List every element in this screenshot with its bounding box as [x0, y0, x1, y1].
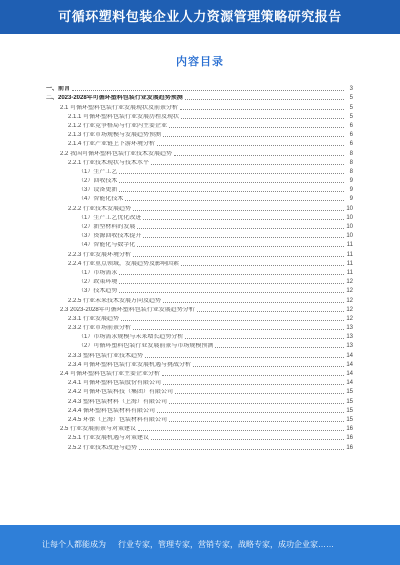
toc-entry-page: 12: [346, 297, 353, 304]
toc-entry-title: 2.5 行业发展前景与对策建议: [60, 426, 137, 433]
toc-entry-title: 2.2.1 行业技术现状与技术水平: [68, 159, 150, 166]
toc-entry[interactable]: [46, 84, 353, 93]
toc-entry-page: 8: [349, 168, 353, 175]
toc-leader-dots: [119, 283, 344, 284]
report-header: [0, 0, 400, 34]
toc-entry-page: 5: [349, 113, 353, 120]
toc-entry[interactable]: [46, 305, 353, 314]
toc-leader-dots: [169, 421, 344, 422]
footer-slogan: 让每个人都能成为: [42, 540, 106, 549]
toc-entry-page: 10: [346, 214, 353, 221]
toc-leader-dots: [181, 118, 344, 119]
toc-leader-dots: [143, 219, 344, 220]
toc-entry-title: 2.3.3 塑料包装行业技术趋势: [68, 352, 144, 359]
toc-entry[interactable]: [46, 240, 353, 249]
toc-entry-page: 11: [346, 269, 353, 276]
toc-leader-dots: [133, 210, 344, 211]
toc-entry-title: 2.4.4 循环塑料包装材料有限公司: [68, 407, 156, 414]
toc-leader-dots: [137, 246, 344, 247]
toc-leader-dots: [169, 403, 344, 404]
toc-entry-title: 2.2.2 行业技术发展趋势: [68, 205, 132, 212]
toc-entry-page: 14: [346, 380, 353, 387]
toc-entry-page: 11: [346, 260, 353, 267]
toc-entry-title: 2.4.5 环保（上海）包装材料有限公司: [68, 416, 168, 423]
report-title: 可循环塑料包装企业人力资源管理策略研究报告: [58, 9, 342, 24]
toc-entry-title: （3）设备更新: [78, 187, 118, 194]
toc-entry-page: 6: [349, 132, 353, 139]
toc-entry-page: 14: [346, 352, 353, 359]
toc-entry[interactable]: [46, 341, 353, 350]
toc-entry-page: 14: [346, 361, 353, 368]
toc-entry[interactable]: [46, 259, 353, 268]
toc-entry-page: 16: [346, 426, 353, 433]
toc-entry[interactable]: [46, 203, 353, 212]
toc-entry-title: 2.1 可循环塑料包装行业发展现状及前景分析: [60, 104, 179, 111]
toc-leader-dots: [119, 191, 344, 192]
toc-entry-page: 10: [346, 233, 353, 240]
toc-entry-page: 10: [346, 205, 353, 212]
toc-entry-page: 12: [346, 279, 353, 286]
toc-leader-dots: [162, 375, 344, 376]
toc-leader-dots: [215, 347, 344, 348]
toc-entry[interactable]: [46, 433, 353, 442]
toc-entry[interactable]: [46, 350, 353, 359]
toc-entry[interactable]: [46, 277, 353, 286]
toc-entry-page: 12: [346, 306, 353, 313]
toc-leader-dots: [157, 412, 344, 413]
toc-entry-title: 2.2.4 行业重点领域，发展趋势及影响因素: [68, 260, 180, 267]
toc-leader-dots: [175, 393, 344, 394]
toc-leader-dots: [157, 145, 344, 146]
toc-leader-dots: [181, 265, 344, 266]
toc-entry-page: 5: [349, 95, 353, 102]
toc-leader-dots: [133, 329, 344, 330]
toc-leader-dots: [119, 292, 344, 293]
toc-entry[interactable]: [46, 158, 353, 167]
toc-entry[interactable]: [46, 139, 353, 148]
toc-entry-title: 2.4.3 塑料包装材料（上海）有限公司: [68, 398, 168, 405]
toc-entry-page: 13: [346, 334, 353, 341]
toc-entry[interactable]: [46, 213, 353, 222]
toc-leader-dots: [119, 182, 344, 183]
toc-entry-page: 11: [346, 242, 353, 249]
toc-entry-title: （1）生产工艺: [78, 168, 118, 175]
toc-entry[interactable]: [46, 369, 353, 378]
toc-entry-page: 16: [346, 444, 353, 451]
toc-entry[interactable]: [46, 112, 353, 121]
toc-leader-dots: [121, 320, 344, 321]
toc-entry-title: 2.1.2 行业竞争格局与行业内主要企业: [68, 122, 168, 129]
toc-entry-page: 9: [349, 178, 353, 185]
toc-entry-title: （4）智能化与数字化: [78, 242, 136, 249]
toc-entry-title: （1）市场需求规模与未来增长趋势分析: [78, 334, 184, 341]
toc-leader-dots: [163, 302, 344, 303]
toc-entry-page: 15: [346, 416, 353, 423]
toc-entry[interactable]: [46, 406, 353, 415]
toc-entry[interactable]: [46, 93, 353, 102]
toc-entry-title: （2）回收技术: [78, 178, 118, 185]
toc-leader-dots: [138, 430, 344, 431]
toc-entry[interactable]: [46, 323, 353, 332]
toc-leader-dots: [174, 155, 344, 156]
toc-entry[interactable]: [46, 387, 353, 396]
toc-leader-dots: [151, 164, 344, 165]
toc-entry-page: 12: [346, 288, 353, 295]
toc-entry-title: 一、前言: [46, 86, 71, 93]
footer-tagline: 行业专家，管理专家，营销专家，战略专家，成功企业家……: [118, 540, 334, 549]
toc-entry-title: （2）新型材料的发展: [78, 224, 136, 230]
toc-entry-page: 13: [346, 343, 353, 350]
toc-entry[interactable]: [46, 442, 353, 451]
toc-entry-title: 2.2 我国可循环塑料包装行业技术发展趋势: [60, 150, 173, 157]
toc-entry-page: 13: [346, 325, 353, 332]
toc-entry-title: （1）市场需求: [78, 269, 118, 276]
toc-leader-dots: [151, 439, 344, 440]
toc-entry-page: 8: [349, 159, 353, 166]
toc-entry-title: 2.4.2 可循环包装科技（集团）有限公司: [68, 389, 174, 396]
toc-entry[interactable]: [46, 424, 353, 433]
toc-entry[interactable]: [46, 222, 353, 231]
toc-leader-dots: [133, 256, 344, 257]
toc-entry-page: 14: [346, 371, 353, 377]
toc-entry[interactable]: [46, 167, 353, 176]
toc-leader-dots: [193, 366, 344, 367]
toc-entry[interactable]: [46, 121, 353, 130]
toc-entry-title: （4）智能化技术: [78, 196, 124, 203]
toc-entry[interactable]: [46, 295, 353, 304]
toc-entry-title: 2.5.2 行业技术改进与趋势: [68, 444, 138, 451]
toc-entry[interactable]: [46, 148, 353, 157]
toc-heading: 内容目录: [176, 56, 224, 68]
toc-entry-page: 9: [349, 187, 353, 194]
toc-entry-page: 12: [346, 315, 353, 322]
toc-entry-title: 2.2.5 行业未来技术发展方向及趋势: [68, 297, 162, 304]
toc-entry-page: 6: [349, 141, 353, 148]
toc-leader-dots: [125, 200, 344, 201]
toc-entry[interactable]: [46, 130, 353, 139]
toc-entry-page: 15: [346, 398, 353, 405]
toc-entry-title: （1）生产工艺优化改进: [78, 214, 142, 221]
toc-entry-page: 16: [346, 435, 353, 442]
toc-leader-dots: [143, 237, 344, 238]
toc-entry-title: 2.3.1 行业发展趋势: [68, 315, 120, 322]
toc-entry-page: 11: [346, 251, 353, 258]
toc-leader-dots: [72, 90, 344, 91]
toc-leader-dots: [145, 357, 344, 358]
toc-leader-dots: [163, 136, 344, 137]
toc-entry-title: （2）政策环境: [78, 279, 118, 286]
toc-entry[interactable]: [46, 185, 353, 194]
toc-entry-title: 2.1.1 可循环塑料包装行业发展历程及现状: [68, 113, 180, 120]
toc-entry-title: 2.1.3 行业市场规模与发展趋势预测: [68, 132, 162, 139]
toc-entry[interactable]: [46, 360, 353, 369]
toc-entry-title: （2）可循环塑料包装行业发展前景与市场规模预测: [78, 343, 214, 350]
toc-entry[interactable]: [46, 231, 353, 240]
toc-entry-title: 2.3 2023-2028年可循环塑料包装行业发展趋势分析: [60, 306, 195, 313]
toc-leader-dots: [119, 173, 344, 174]
toc-entry-title: 2.4 可循环塑料包装行业主要企业分析: [60, 371, 161, 377]
toc-entry-page: 6: [349, 122, 353, 129]
toc-entry[interactable]: [46, 396, 353, 405]
toc-entry[interactable]: [46, 314, 353, 323]
toc-entry[interactable]: [46, 102, 353, 111]
toc-entry[interactable]: [46, 249, 353, 258]
toc-leader-dots: [163, 384, 344, 385]
toc-entry[interactable]: [46, 176, 353, 185]
toc-entry-page: 15: [346, 407, 353, 414]
toc-entry-title: （3）资源回收技术提升: [78, 233, 142, 240]
toc-leader-dots: [185, 99, 344, 100]
table-of-contents: [46, 84, 353, 452]
toc-leader-dots: [137, 228, 344, 229]
toc-entry-title: 2.3.4 可循环塑料包装行业发展机遇与挑战分析: [68, 361, 192, 368]
toc-entry[interactable]: [46, 415, 353, 424]
toc-entry[interactable]: [46, 194, 353, 203]
toc-entry-title: （3）技术趋势: [78, 288, 118, 295]
toc-leader-dots: [197, 311, 344, 312]
toc-entry-page: 8: [349, 150, 353, 157]
toc-leader-dots: [180, 109, 344, 110]
toc-entry[interactable]: [46, 286, 353, 295]
toc-entry-page: 3: [349, 86, 353, 93]
toc-entry-title: 2.4.1 可循环塑料包装股份有限公司: [68, 380, 162, 387]
footer-banner: [0, 525, 400, 565]
toc-entry[interactable]: [46, 378, 353, 387]
toc-entry[interactable]: [46, 268, 353, 277]
toc-entry[interactable]: [46, 332, 353, 341]
toc-entry-title: 2.5.1 行业发展机遇与对策建议: [68, 435, 150, 442]
toc-entry-page: 9: [349, 196, 353, 203]
toc-entry-page: 10: [346, 224, 353, 230]
toc-entry-page: 15: [346, 389, 353, 396]
toc-leader-dots: [185, 338, 344, 339]
toc-entry-title: 二、2023-2028年可循环塑料包装行业发展趋势预测: [46, 95, 183, 102]
toc-leader-dots: [139, 449, 344, 450]
toc-entry-title: 2.2.3 行业发展环境分析: [68, 251, 132, 258]
toc-leader-dots: [119, 274, 344, 275]
toc-leader-dots: [169, 127, 344, 128]
toc-entry-title: 2.1.4 行业产业链上下游环境分析: [68, 141, 156, 148]
toc-entry-page: 5: [349, 104, 353, 111]
toc-entry-title: 2.3.2 行业市场前景分析: [68, 325, 132, 332]
